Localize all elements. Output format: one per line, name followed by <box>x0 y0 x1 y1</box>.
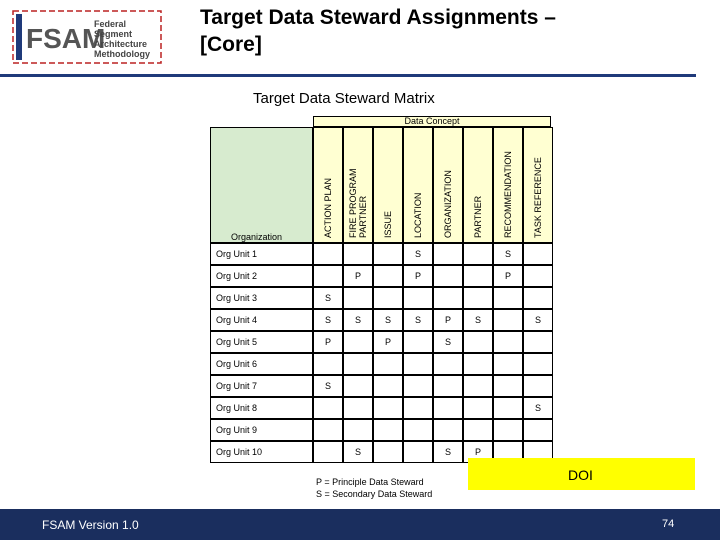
column-header <box>523 127 553 243</box>
matrix-cell <box>463 419 493 441</box>
matrix-cell: P <box>313 331 343 353</box>
matrix-cell: S <box>433 331 463 353</box>
column-header-label: LOCATION <box>413 192 423 238</box>
row-label: Org Unit 9 <box>210 419 313 441</box>
matrix-cell <box>313 243 343 265</box>
matrix-cell <box>463 375 493 397</box>
footer-bar <box>0 509 720 540</box>
column-header <box>373 127 403 243</box>
header-divider <box>0 74 696 77</box>
matrix-cell <box>343 419 373 441</box>
fsam-logo <box>12 8 162 66</box>
fsam-logo-mark <box>12 10 162 64</box>
footer-version: FSAM Version 1.0 <box>42 518 139 532</box>
matrix-cell <box>433 397 463 419</box>
matrix-cell <box>343 243 373 265</box>
matrix-cell <box>493 331 523 353</box>
matrix-cell: P <box>403 265 433 287</box>
matrix-cell <box>433 375 463 397</box>
organization-header <box>210 127 313 243</box>
matrix-cell <box>403 331 433 353</box>
matrix-cell <box>403 375 433 397</box>
matrix-cell <box>493 309 523 331</box>
matrix-cell <box>373 265 403 287</box>
column-header <box>343 127 373 243</box>
matrix-cell <box>403 441 433 463</box>
matrix-cell <box>403 397 433 419</box>
matrix-cell: S <box>403 309 433 331</box>
row-label: Org Unit 8 <box>210 397 313 419</box>
matrix-cell <box>463 331 493 353</box>
svg-text:Architecture: Architecture <box>94 39 148 49</box>
row-label: Org Unit 7 <box>210 375 313 397</box>
row-label: Org Unit 5 <box>210 331 313 353</box>
matrix-cell <box>343 287 373 309</box>
matrix-cell <box>493 397 523 419</box>
svg-text:FSAM: FSAM <box>26 23 106 54</box>
matrix-cell <box>463 265 493 287</box>
matrix-cell <box>523 243 553 265</box>
column-header <box>463 127 493 243</box>
matrix-cell: S <box>493 243 523 265</box>
matrix-cell <box>463 353 493 375</box>
matrix-cell <box>433 287 463 309</box>
matrix-cell: P <box>493 265 523 287</box>
page-title-line-1: Target Data Steward Assignments – <box>200 6 556 29</box>
page-title <box>200 4 700 58</box>
matrix-cell <box>343 397 373 419</box>
page-number: 74 <box>662 518 675 530</box>
matrix-cell <box>433 419 463 441</box>
matrix-cell: P <box>463 441 493 463</box>
matrix-cell <box>403 353 433 375</box>
column-header-label: ACTION PLAN <box>323 177 333 238</box>
matrix-cell <box>403 287 433 309</box>
row-label: Org Unit 1 <box>210 243 313 265</box>
column-header-label: ISSUE <box>383 210 393 238</box>
matrix-cell <box>493 375 523 397</box>
matrix-cell: S <box>313 309 343 331</box>
matrix-cell <box>493 419 523 441</box>
matrix-title: Target Data Steward Matrix <box>253 90 435 107</box>
matrix-cell <box>373 353 403 375</box>
matrix-cell <box>373 397 403 419</box>
matrix-cell: S <box>313 375 343 397</box>
matrix-cell <box>523 353 553 375</box>
matrix-cell: S <box>523 309 553 331</box>
legend-secondary: S = Secondary Data Steward <box>316 489 433 499</box>
matrix-cell: S <box>433 441 463 463</box>
row-label: Org Unit 10 <box>210 441 313 463</box>
svg-text:Methodology: Methodology <box>94 49 150 59</box>
column-header-label: ORGANIZATION <box>443 170 453 238</box>
matrix-cell <box>373 243 403 265</box>
matrix-cell <box>343 353 373 375</box>
doi-label: DOI <box>568 467 593 483</box>
matrix-cell <box>523 375 553 397</box>
matrix-cell: S <box>523 397 553 419</box>
matrix-cell <box>463 243 493 265</box>
column-header <box>313 127 343 243</box>
matrix-cell <box>523 287 553 309</box>
matrix-cell <box>313 353 343 375</box>
matrix-cell <box>403 419 433 441</box>
column-header <box>493 127 523 243</box>
matrix-cell <box>373 419 403 441</box>
matrix-cell: P <box>373 331 403 353</box>
row-label: Org Unit 2 <box>210 265 313 287</box>
matrix-cell <box>433 353 463 375</box>
legend-principle: P = Principle Data Steward <box>316 477 424 487</box>
matrix-cell: P <box>343 265 373 287</box>
matrix-cell <box>523 331 553 353</box>
matrix-cell <box>523 419 553 441</box>
column-header-label: PARTNER <box>473 195 483 238</box>
matrix-cell <box>343 331 373 353</box>
matrix-cell <box>313 441 343 463</box>
matrix-cell <box>373 375 403 397</box>
row-label: Org Unit 6 <box>210 353 313 375</box>
page-title-line-2: [Core] <box>200 33 262 56</box>
matrix-cell <box>493 287 523 309</box>
svg-text:Segment: Segment <box>94 29 133 39</box>
matrix-cell <box>313 397 343 419</box>
matrix-cell <box>313 419 343 441</box>
doi-badge <box>468 458 695 490</box>
column-header-label: TASK REFERENCE <box>533 157 543 238</box>
matrix-cell: S <box>403 243 433 265</box>
matrix-cell <box>313 265 343 287</box>
legend <box>316 476 432 500</box>
svg-text:Federal: Federal <box>94 19 127 29</box>
matrix-cell <box>523 265 553 287</box>
matrix-cell <box>373 287 403 309</box>
matrix-cell <box>433 243 463 265</box>
matrix-cell: S <box>313 287 343 309</box>
matrix-cell <box>463 397 493 419</box>
matrix-cell <box>433 265 463 287</box>
row-label: Org Unit 3 <box>210 287 313 309</box>
row-label: Org Unit 4 <box>210 309 313 331</box>
data-concept-header: Data Concept <box>313 116 551 127</box>
matrix-cell: S <box>343 309 373 331</box>
matrix-cell <box>373 441 403 463</box>
column-header-label: FIRE PROGRAM PARTNER <box>348 168 368 238</box>
matrix-cell: S <box>343 441 373 463</box>
matrix-cell <box>343 375 373 397</box>
matrix-cell: P <box>433 309 463 331</box>
column-header-label: RECOMMENDATION <box>503 151 513 238</box>
matrix-cell: S <box>463 309 493 331</box>
matrix-cell <box>493 353 523 375</box>
column-header <box>433 127 463 243</box>
column-header <box>403 127 433 243</box>
matrix-cell <box>463 287 493 309</box>
organization-header-label: Organization <box>231 232 283 242</box>
matrix-cell: S <box>373 309 403 331</box>
